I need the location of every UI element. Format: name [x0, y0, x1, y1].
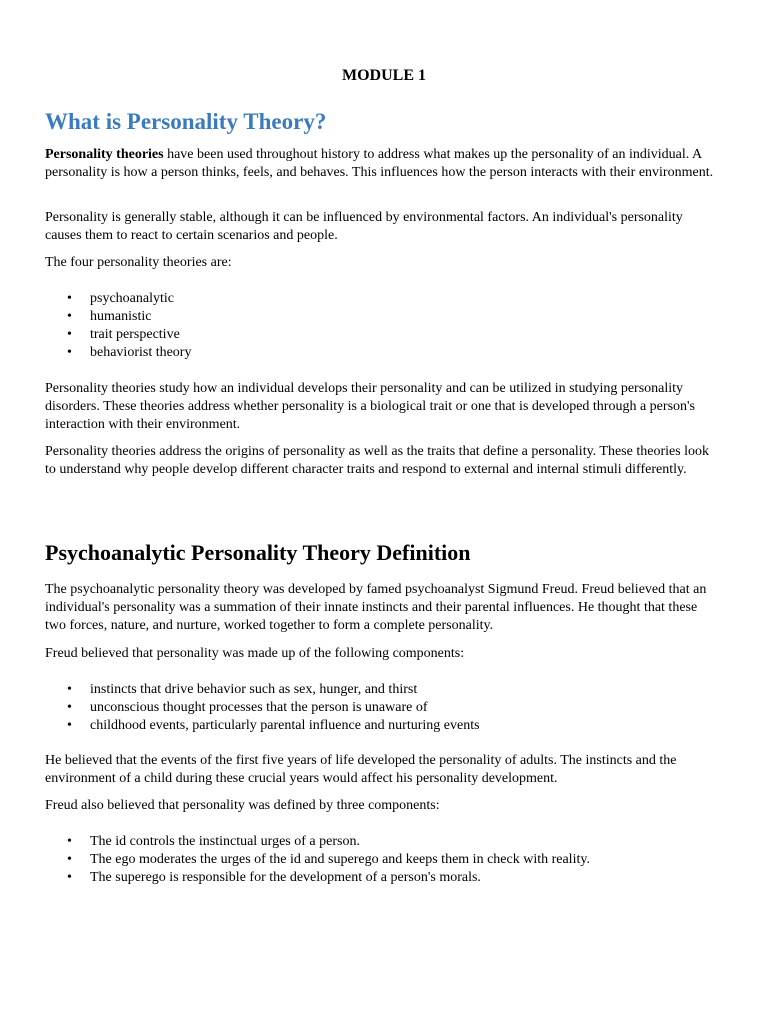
bullet-icon: • — [67, 345, 72, 360]
freud-intro-paragraph: The psychoanalytic personality theory was developed by famed psychoanalyst Sigmund Freud. Freud believed that an individual's personality was a summation of their innate instincts and their parental influences. He thought that these two forces, nature, and nurture, worked together to form a complete personality. — [45, 582, 707, 633]
intro-body-text: have been used throughout history to address what makes up the personality of an individual. A personality is how a person thinks, feels, and behaves. This influences how the person interacts with their environment. — [45, 147, 714, 180]
bullet-icon: • — [67, 870, 72, 885]
list-item: • The superego is responsible for the development of a person's morals. — [67, 870, 481, 885]
list-item: • The ego moderates the urges of the id and superego and keeps them in check with reality. — [67, 852, 590, 867]
section-heading-personality-theory: What is Personality Theory? — [45, 109, 327, 134]
list-item: • behaviorist theory — [67, 345, 192, 360]
section-heading-psychoanalytic: Psychoanalytic Personality Theory Definition — [45, 540, 471, 565]
list-item: • unconscious thought processes that the person is unaware of — [67, 700, 428, 715]
intro-paragraph — [45, 146, 715, 182]
module-label: MODULE 1 — [342, 67, 426, 84]
bullet-icon: • — [67, 834, 72, 849]
three-components-list — [45, 833, 590, 887]
bullet-icon: • — [67, 852, 72, 867]
bullet-icon: • — [67, 718, 72, 733]
early-years-paragraph: He believed that the events of the first five years of life developed the personality of adults. The instincts and the environment of a child during these crucial years would affect his personality development. — [45, 753, 677, 786]
theories-list-intro: The four personality theories are: — [45, 255, 232, 270]
bullet-icon: • — [67, 327, 72, 342]
intro-lead-term: Personality theories — [45, 147, 164, 162]
list-item: • humanistic — [67, 309, 152, 324]
bullet-icon: • — [67, 682, 72, 697]
origins-paragraph: Personality theories address the origins of personality as well as the traits that define a personality. These theories look to understand why people develop different character traits and respond to external and internal stimuli differently. — [45, 444, 710, 477]
list-item: • psychoanalytic — [67, 291, 174, 306]
stability-paragraph: Personality is generally stable, although it can be influenced by environmental factors. An individual's personality causes them to react to certain scenarios and people. — [45, 210, 683, 243]
list-item: • The id controls the instinctual urges of a person. — [67, 834, 360, 849]
theories-list — [45, 290, 191, 362]
bullet-icon: • — [67, 700, 72, 715]
list-item: • trait perspective — [67, 327, 180, 342]
bullet-icon: • — [67, 309, 72, 324]
components-list-intro: Freud believed that personality was made up of the following components: — [45, 646, 465, 661]
components-list — [45, 681, 480, 735]
list-item: • childhood events, particularly parental influence and nurturing events — [67, 718, 480, 733]
three-components-intro: Freud also believed that personality was defined by three components: — [45, 798, 440, 813]
bullet-icon: • — [67, 291, 72, 306]
study-paragraph: Personality theories study how an individual develops their personality and can be utilized in studying personality disorders. These theories address whether personality is a biological trait or one that is developed through a person's interaction with their environment. — [45, 381, 695, 432]
list-item: • instincts that drive behavior such as sex, hunger, and thirst — [67, 682, 418, 697]
